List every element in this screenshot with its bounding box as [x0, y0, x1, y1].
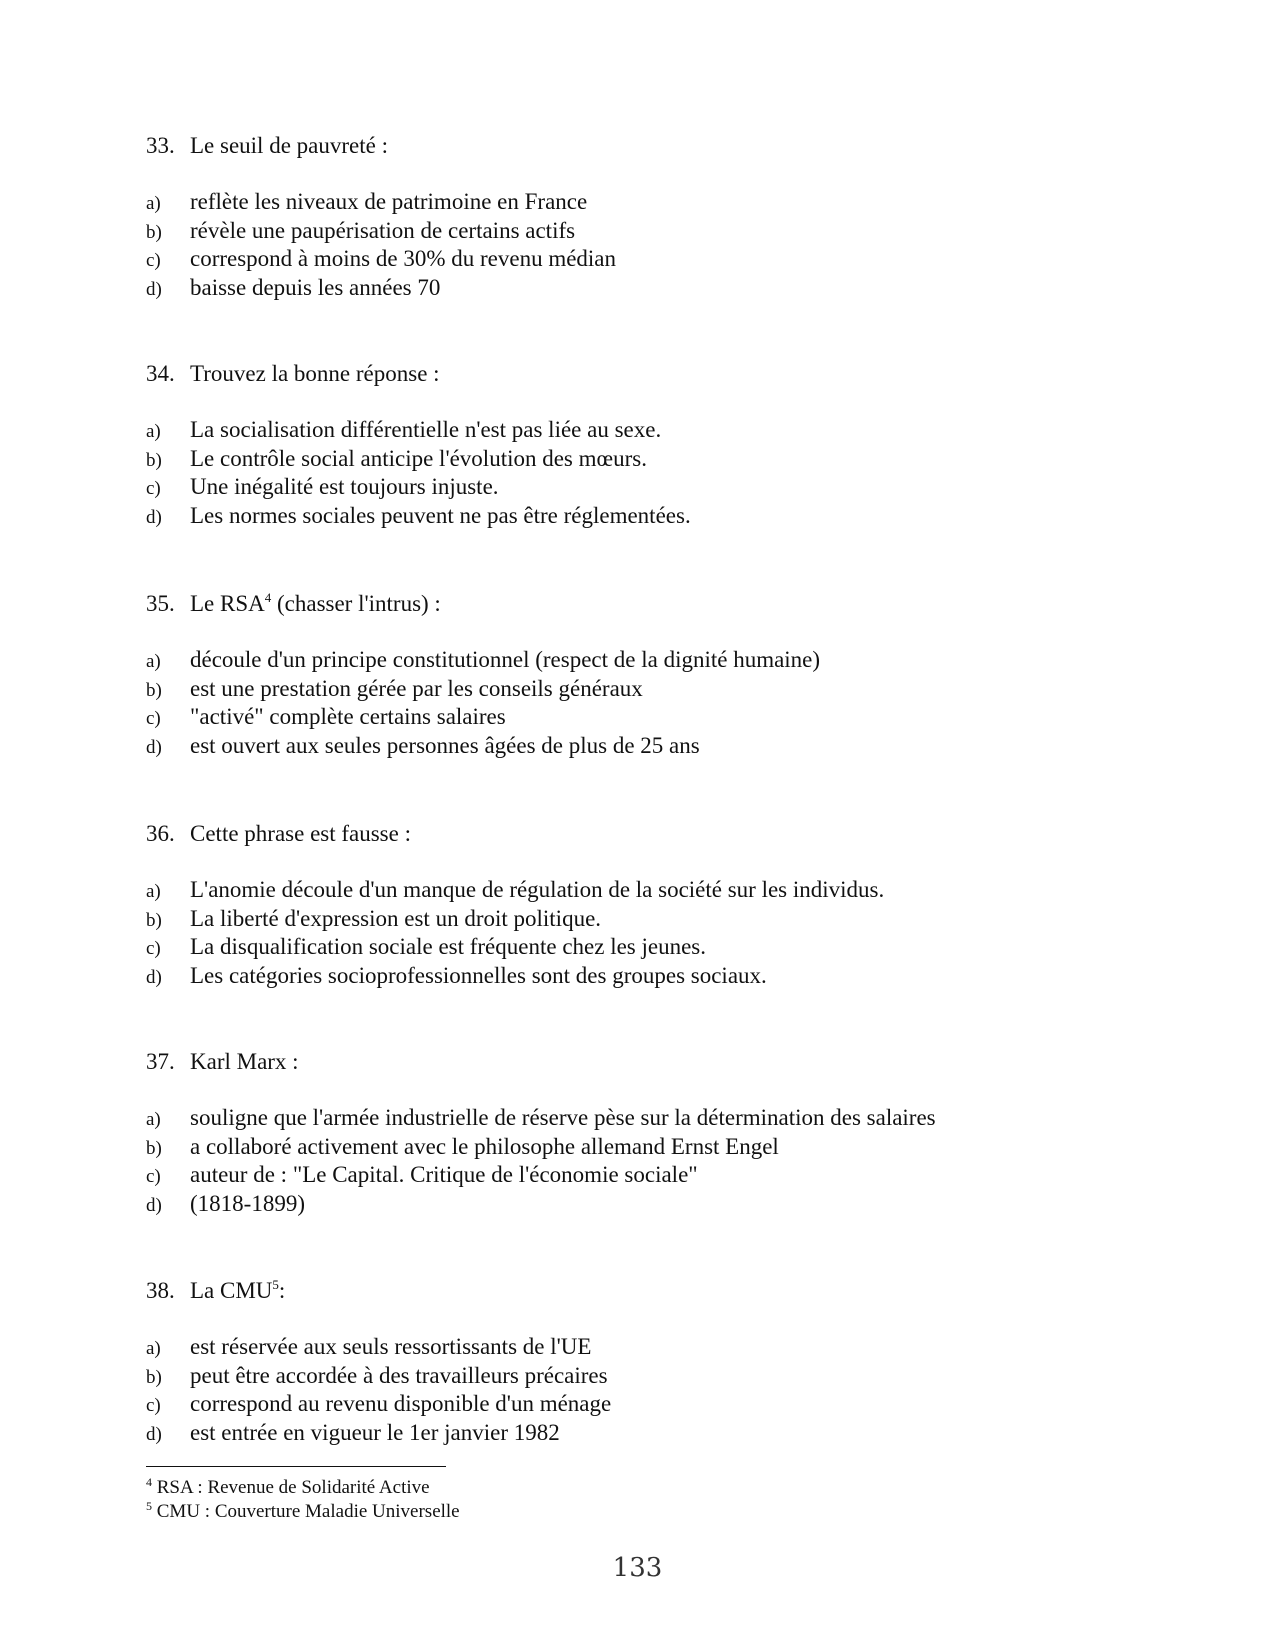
option-letter: d) [146, 736, 162, 758]
footnotes [146, 1476, 460, 1524]
footnote-ref[interactable]: 4 [264, 590, 272, 605]
answer-option-a [146, 646, 1166, 675]
option-text: correspond au revenu disponible d'un ménage [190, 1391, 612, 1416]
answer-option-b [146, 675, 1166, 704]
question-38 [146, 1277, 1166, 1447]
answer-option-a [146, 416, 1166, 445]
answer-option-d [146, 1419, 1166, 1448]
question-text: Karl Marx : [190, 1049, 299, 1074]
question-number: 34. [146, 361, 175, 386]
question-35 [146, 590, 1166, 760]
answer-option-c [146, 1390, 1166, 1419]
answer-option-b [146, 905, 1166, 934]
answer-options [146, 646, 1166, 760]
option-text: correspond à moins de 30% du revenu médian [190, 246, 617, 271]
option-letter: a) [146, 421, 161, 442]
option-letter: c) [146, 1395, 161, 1416]
answer-option-b [146, 1133, 1166, 1162]
question-number: 36. [146, 821, 175, 846]
answer-option-c [146, 473, 1166, 502]
option-letter: d) [146, 506, 162, 528]
option-text: Les normes sociales peuvent ne pas être réglementées. [190, 502, 691, 528]
question-37 [146, 1048, 1166, 1218]
question-text: Trouvez la bonne réponse : [190, 361, 440, 386]
question-text: Le RSA [190, 591, 265, 616]
option-letter: c) [146, 478, 161, 499]
option-letter: a) [146, 1338, 161, 1359]
option-letter: d) [146, 1194, 162, 1216]
question-title [146, 360, 1166, 388]
answer-option-c [146, 703, 1166, 732]
question-number: 35. [146, 591, 175, 616]
option-text: auteur de : "Le Capital. Critique de l'économie sociale" [190, 1162, 698, 1187]
footnote-mark: 4 [146, 1475, 152, 1489]
option-letter: b) [146, 1366, 162, 1388]
question-number: 37. [146, 1049, 175, 1074]
option-text: peut être accordée à des travailleurs précaires [190, 1362, 608, 1388]
footnote-text: CMU : Couverture Maladie Universelle [152, 1501, 460, 1522]
option-letter: b) [146, 909, 162, 931]
question-text-suffix: : [278, 1278, 286, 1303]
answer-option-c [146, 245, 1166, 274]
option-text: a collaboré activement avec le philosophe allemand Ernst Engel [190, 1133, 779, 1159]
answer-options [146, 416, 1166, 530]
option-text: La liberté d'expression est un droit politique. [190, 905, 602, 931]
option-letter: a) [146, 193, 161, 214]
option-letter: a) [146, 881, 161, 902]
answer-option-b [146, 445, 1166, 474]
question-33 [146, 132, 1166, 302]
option-letter: c) [146, 708, 161, 729]
answer-option-b [146, 217, 1166, 246]
option-letter: a) [146, 1109, 161, 1130]
option-text: est réservée aux seuls ressortissants de l'UE [190, 1334, 592, 1359]
answer-option-d [146, 502, 1166, 531]
option-text: La disqualification sociale est fréquente chez les jeunes. [190, 934, 707, 959]
footnote-5 [146, 1500, 460, 1524]
option-letter: c) [146, 250, 161, 271]
answer-option-d [146, 962, 1166, 991]
option-text: reflète les niveaux de patrimoine en France [190, 189, 588, 214]
question-text: Cette phrase est fausse : [190, 821, 411, 846]
option-text: Les catégories socioprofessionnelles sont des groupes sociaux. [190, 962, 767, 988]
question-number: 33. [146, 133, 175, 158]
footnote-ref[interactable]: 5 [272, 1277, 279, 1292]
answer-option-a [146, 188, 1166, 217]
option-text: Le contrôle social anticipe l'évolution des mœurs. [190, 445, 647, 471]
option-letter: b) [146, 449, 162, 471]
option-text: est ouvert aux seules personnes âgées de plus de 25 ans [190, 732, 700, 758]
answer-options [146, 1333, 1166, 1447]
option-letter: d) [146, 1423, 162, 1445]
question-title [146, 132, 1166, 160]
option-text: baisse depuis les années 70 [190, 274, 441, 300]
footnote-text: RSA : Revenue de Solidarité Active [152, 1477, 430, 1498]
question-title [146, 1048, 1166, 1076]
answer-option-d [146, 1190, 1166, 1219]
option-text: (1818-1899) [190, 1190, 305, 1216]
answer-option-a [146, 876, 1166, 905]
answer-option-a [146, 1333, 1166, 1362]
question-36 [146, 820, 1166, 990]
question-34 [146, 360, 1166, 530]
answer-option-d [146, 732, 1166, 761]
option-text: est entrée en vigueur le 1er janvier 1982 [190, 1419, 560, 1445]
option-letter: a) [146, 651, 161, 672]
footnote-mark: 5 [146, 1499, 152, 1513]
question-title [146, 590, 1166, 618]
option-text: découle d'un principe constitutionnel (respect de la dignité humaine) [190, 647, 821, 672]
option-letter: b) [146, 679, 162, 701]
answer-option-a [146, 1104, 1166, 1133]
option-text: Une inégalité est toujours injuste. [190, 474, 499, 499]
footnote-4 [146, 1476, 460, 1500]
option-text: souligne que l'armée industrielle de réserve pèse sur la détermination des salaires [190, 1105, 936, 1130]
option-text: "activé" complète certains salaires [190, 704, 506, 729]
question-text-suffix: (chasser l'intrus) : [271, 591, 441, 616]
option-text: La socialisation différentielle n'est pas liée au sexe. [190, 417, 662, 442]
option-letter: b) [146, 221, 162, 243]
option-text: L'anomie découle d'un manque de régulation de la société sur les individus. [190, 877, 885, 902]
option-letter: b) [146, 1137, 162, 1159]
answer-option-b [146, 1362, 1166, 1391]
option-letter: c) [146, 938, 161, 959]
question-number: 38. [146, 1278, 175, 1303]
option-text: est une prestation gérée par les conseils généraux [190, 675, 643, 701]
option-letter: c) [146, 1166, 161, 1187]
answer-option-c [146, 933, 1166, 962]
question-text: La CMU [190, 1278, 273, 1303]
option-letter: d) [146, 966, 162, 988]
answer-options [146, 1104, 1166, 1218]
answer-options [146, 188, 1166, 302]
question-title [146, 1277, 1166, 1305]
answer-options [146, 876, 1166, 990]
option-letter: d) [146, 278, 162, 300]
question-text: Le seuil de pauvreté : [190, 133, 388, 158]
footnote-divider [146, 1466, 446, 1467]
option-text: révèle une paupérisation de certains actifs [190, 217, 576, 243]
answer-option-c [146, 1161, 1166, 1190]
question-title [146, 820, 1166, 848]
page-number: 133 [612, 1553, 663, 1583]
answer-option-d [146, 274, 1166, 303]
